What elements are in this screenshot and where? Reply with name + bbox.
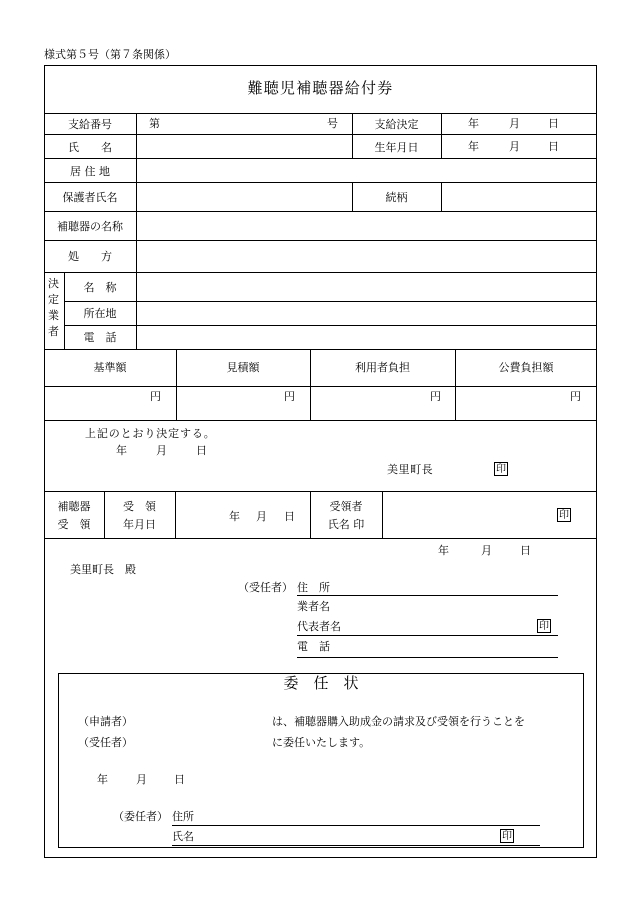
name-label: 氏 名: [68, 141, 112, 154]
payment-number-prefix: 第: [149, 117, 160, 130]
receipt-label-line1: 補聴器: [57, 500, 91, 513]
decision-day: 日: [548, 117, 559, 130]
receipt-date-label-line1: 受 領: [123, 500, 156, 513]
relation-label: 続柄: [385, 191, 408, 204]
cost-header-user-share: 利用者負担: [355, 361, 410, 374]
decision-year: 年: [468, 117, 479, 130]
vendor-group-label: 決定業者: [48, 277, 59, 338]
delegate-business-label: 業者名: [297, 600, 330, 613]
receipt-year: 年: [229, 510, 240, 523]
delegate-role: （受任者）: [238, 581, 293, 594]
delegate-address-label: 住 所: [297, 581, 330, 594]
receipt-month: 月: [256, 510, 267, 523]
receipt-day: 日: [284, 510, 295, 523]
delegator-seal: 印: [502, 831, 512, 842]
receipt-date-label-line2: 年月日: [123, 518, 156, 531]
mayor-name: 美里町長: [387, 463, 434, 476]
address-label: 居 住 地: [70, 165, 110, 178]
birth-day: 日: [548, 140, 559, 153]
decision-statement: 上記のとおり決定する。: [85, 427, 216, 440]
payment-number-label: 支給番号: [68, 118, 112, 131]
applicant-label: （申請者）: [78, 715, 133, 728]
vendor-location-label: 所在地: [83, 307, 117, 320]
vendor-phone-label: 電 話: [83, 331, 117, 344]
delegate-year: 年: [438, 544, 449, 557]
page-title: 難聴児補聴器給付券: [247, 79, 394, 97]
delegate-day: 日: [520, 544, 531, 557]
power-of-attorney-title: 委 任 状: [283, 674, 359, 692]
delegate-representative-label: 代表者名: [297, 620, 341, 633]
yen-unit: 円: [430, 390, 441, 403]
delegate-seal: 印: [539, 621, 549, 632]
delegate-month: 月: [481, 544, 492, 557]
poa-year: 年: [97, 773, 108, 786]
decision-month: 月: [509, 117, 520, 130]
birth-month: 月: [509, 140, 520, 153]
poa-body-line2: に委任いたします。: [272, 736, 371, 749]
recipient-label-line1: 受領者: [329, 500, 363, 513]
form-number: 様式第５号（第７条関係）: [44, 48, 176, 61]
addressee: 美里町長 殿: [70, 563, 136, 576]
delegate-phone-label: 電 話: [297, 640, 330, 653]
decision-date-label: 支給決定: [374, 118, 419, 131]
birth-date-label: 生年月日: [374, 141, 419, 154]
poa-day: 日: [174, 773, 185, 786]
cost-header-standard: 基準額: [93, 361, 127, 374]
vendor-name-label: 名 称: [83, 281, 117, 294]
yen-unit: 円: [150, 390, 161, 403]
receipt-label-line2: 受 領: [57, 518, 91, 531]
decision-stmt-year: 年: [116, 444, 127, 457]
yen-unit: 円: [570, 390, 581, 403]
recipient-label-line2: 氏名 印: [327, 518, 365, 531]
decision-stmt-day: 日: [196, 444, 207, 457]
yen-unit: 円: [284, 390, 295, 403]
delegator-name-label: 氏名: [172, 830, 194, 843]
birth-year: 年: [468, 140, 479, 153]
cost-header-public-share: 公費負担額: [498, 361, 554, 374]
decision-stmt-month: 月: [156, 444, 167, 457]
mayor-seal: 印: [496, 464, 506, 475]
poa-month: 月: [136, 773, 147, 786]
payment-number-suffix: 号: [327, 117, 338, 130]
delegator-role: （委任者）: [113, 810, 168, 823]
guardian-label: 保護者氏名: [62, 191, 118, 204]
poa-body-line1: は、補聴器購入助成金の請求及び受領を行うことを: [272, 715, 525, 728]
prescription-label: 処 方: [68, 250, 112, 263]
delegate-label: （受任者）: [78, 736, 133, 749]
cost-header-estimate: 見積額: [226, 361, 260, 374]
delegator-address-label: 住所: [172, 810, 194, 823]
recipient-seal: 印: [559, 510, 569, 521]
device-name-label: 補聴器の名称: [57, 220, 123, 233]
